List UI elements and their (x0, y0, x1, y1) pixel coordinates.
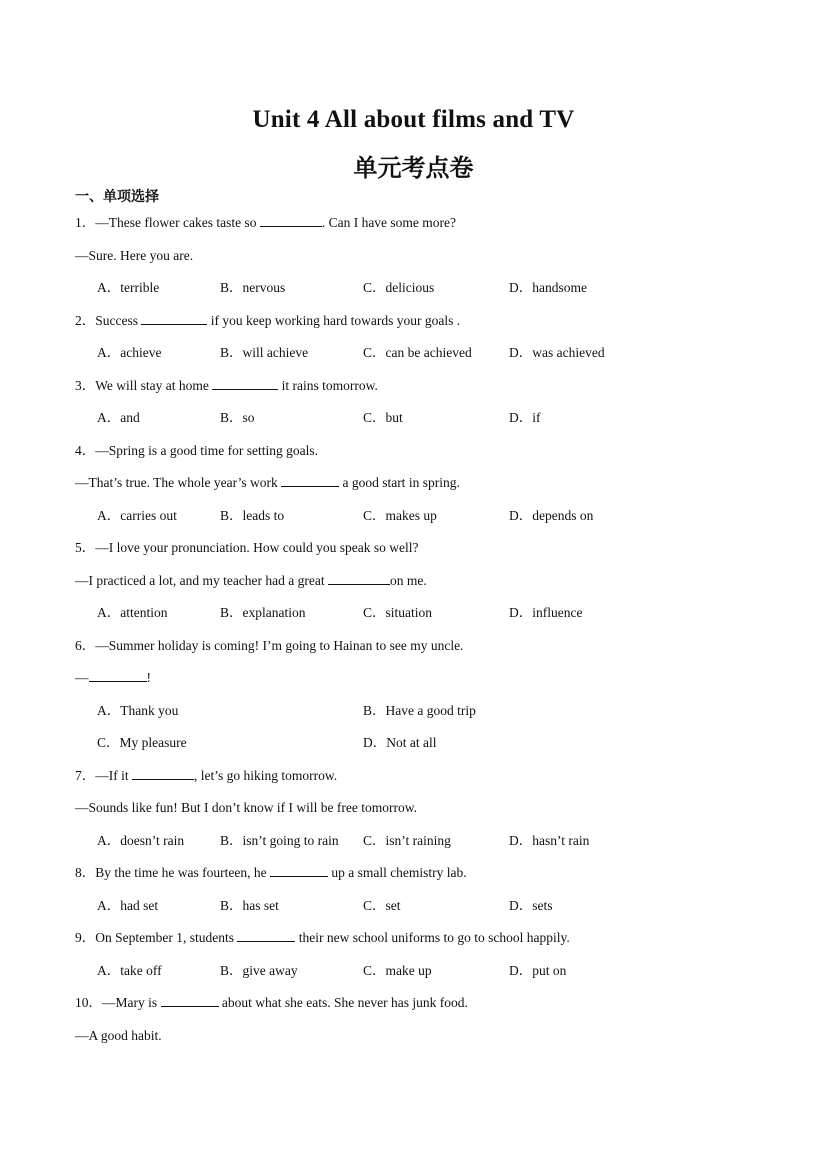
option-a: A．achieve (97, 345, 162, 360)
option-b: B．explanation (220, 605, 306, 620)
answer-blank (237, 929, 295, 942)
question-3-stem: 3．We will stay at home it rains tomorrow. (75, 378, 378, 393)
option-d: D．if (509, 410, 541, 425)
option-d: D．sets (509, 898, 553, 913)
section-heading: 一、单项选择 (75, 189, 159, 205)
option-b: B．give away (220, 963, 298, 978)
option-b: B．leads to (220, 508, 285, 523)
option-c: C．My pleasure (97, 735, 187, 750)
option-b: B．has set (220, 898, 279, 913)
question-6-reply: — ! (75, 670, 151, 685)
question-7-stem: 7．—If it , let’s go hiking tomorrow. (75, 768, 338, 783)
option-a: A．take off (97, 963, 162, 978)
answer-blank (328, 572, 390, 585)
question-6-stem: 6．—Summer holiday is coming! I’m going to Hainan to see my uncle. (75, 638, 464, 653)
option-d: D．influence (509, 605, 583, 620)
option-b: B．so (220, 410, 255, 425)
answer-blank (132, 767, 194, 780)
question-10-reply: —A good habit. (75, 1028, 162, 1043)
option-c: C．makes up (363, 508, 437, 523)
answer-blank (89, 669, 147, 682)
question-4-reply: —That’s true. The whole year’s work a good start in spring. (75, 475, 460, 490)
option-a: A．attention (97, 605, 168, 620)
option-b: B．will achieve (220, 345, 309, 360)
question-10-stem: 10．—Mary is about what she eats. She never has junk food. (75, 995, 468, 1010)
option-a: A．terrible (97, 280, 160, 295)
question-4-stem: 4．—Spring is a good time for setting goals. (75, 443, 318, 458)
question-1-stem: 1．—These flower cakes taste so . Can I have some more? (75, 215, 457, 230)
answer-blank (270, 864, 328, 877)
question-8-stem: 8．By the time he was fourteen, he up a small chemistry lab. (75, 865, 467, 880)
option-c: C．set (363, 898, 401, 913)
option-c: C．situation (363, 605, 433, 620)
answer-blank (212, 377, 278, 390)
question-1-reply: —Sure. Here you are. (75, 248, 194, 263)
option-b: B．nervous (220, 280, 286, 295)
option-c: C．but (363, 410, 403, 425)
question-2-stem: 2．Success if you keep working hard towards your goals . (75, 313, 461, 328)
option-c: C．can be achieved (363, 345, 472, 360)
option-d: D．was achieved (509, 345, 605, 360)
option-a: A．had set (97, 898, 159, 913)
option-c: C．isn’t raining (363, 833, 451, 848)
option-d: D．hasn’t rain (509, 833, 590, 848)
option-c: C．make up (363, 963, 432, 978)
answer-blank (260, 214, 322, 227)
question-7-reply: —Sounds like fun! But I don’t know if I will be free tomorrow. (75, 800, 417, 815)
option-d: D．Not at all (363, 735, 437, 750)
question-5-stem: 5．—I love your pronunciation. How could you speak so well? (75, 540, 419, 555)
answer-blank (281, 474, 339, 487)
answer-blank (141, 312, 207, 325)
option-b: B．Have a good trip (363, 703, 476, 718)
option-d: D．depends on (509, 508, 594, 523)
option-d: D．put on (509, 963, 567, 978)
option-c: C．delicious (363, 280, 435, 295)
option-a: A．doesn’t rain (97, 833, 185, 848)
question-5-reply: —I practiced a lot, and my teacher had a great on me. (75, 573, 427, 588)
question-9-stem: 9．On September 1, students their new school uniforms to go to school happily. (75, 930, 570, 945)
page-subtitle: 单元考点卷 (353, 153, 474, 182)
answer-blank (161, 994, 219, 1007)
option-a: A．and (97, 410, 140, 425)
page-title: Unit 4 All about films and TV (252, 106, 575, 133)
option-a: A．Thank you (97, 703, 179, 718)
option-b: B．isn’t going to rain (220, 833, 339, 848)
option-d: D．handsome (509, 280, 587, 295)
option-a: A．carries out (97, 508, 177, 523)
